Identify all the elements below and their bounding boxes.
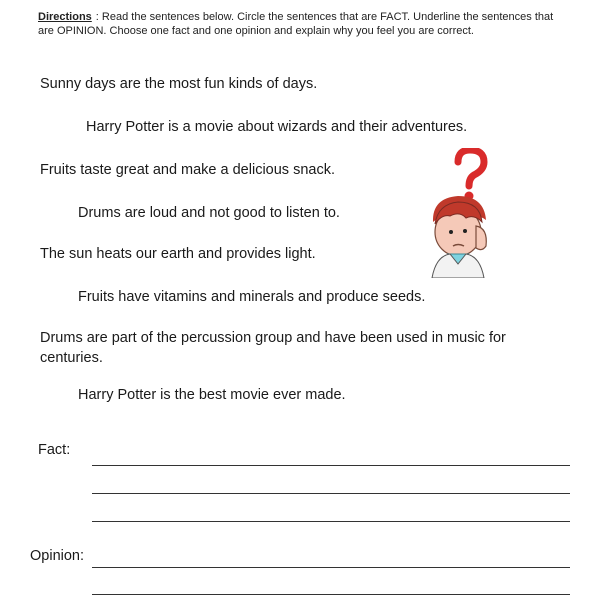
thinking-person-question-mark-icon (418, 148, 508, 278)
question-mark-icon (458, 150, 484, 201)
fact-answer-line-3[interactable] (92, 521, 570, 522)
fact-answer-line-1[interactable] (92, 465, 570, 466)
opinion-label: Opinion: (30, 548, 85, 564)
sentence-3: Fruits taste great and make a delicious snack. (40, 162, 335, 178)
opinion-answer-line-1[interactable] (92, 567, 570, 568)
directions-text: Read the sentences below. Circle the sentences that are FACT. Underline the sentences that are OPINION. Choose one fact and one opinion and explain why you feel you are correct. (38, 11, 554, 37)
sentence-7: Drums are part of the percussion group and have been used in music for centuries. (40, 330, 506, 366)
sentence-6: Fruits have vitamins and minerals and produce seeds. (78, 289, 426, 305)
sentence-2: Harry Potter is a movie about wizards and their adventures. (86, 119, 468, 135)
sentence-4: Drums are loud and not good to listen to. (78, 205, 340, 221)
fact-label: Fact: (38, 442, 71, 458)
opinion-answer-line-2[interactable] (92, 594, 570, 595)
directions-label: Directions (38, 11, 92, 23)
sentence-5: The sun heats our earth and provides light. (40, 246, 316, 262)
fact-answer-line-2[interactable] (92, 493, 570, 494)
directions: Directions : Read the sentences below. Circle the sentences that are FACT. Underline the sentences that are OPINION. Choose one fact and one opinion and explain why you feel you are correct. (38, 11, 554, 37)
sentence-8: Harry Potter is the best movie ever made. (78, 387, 346, 403)
sentence-1: Sunny days are the most fun kinds of days. (40, 76, 318, 92)
